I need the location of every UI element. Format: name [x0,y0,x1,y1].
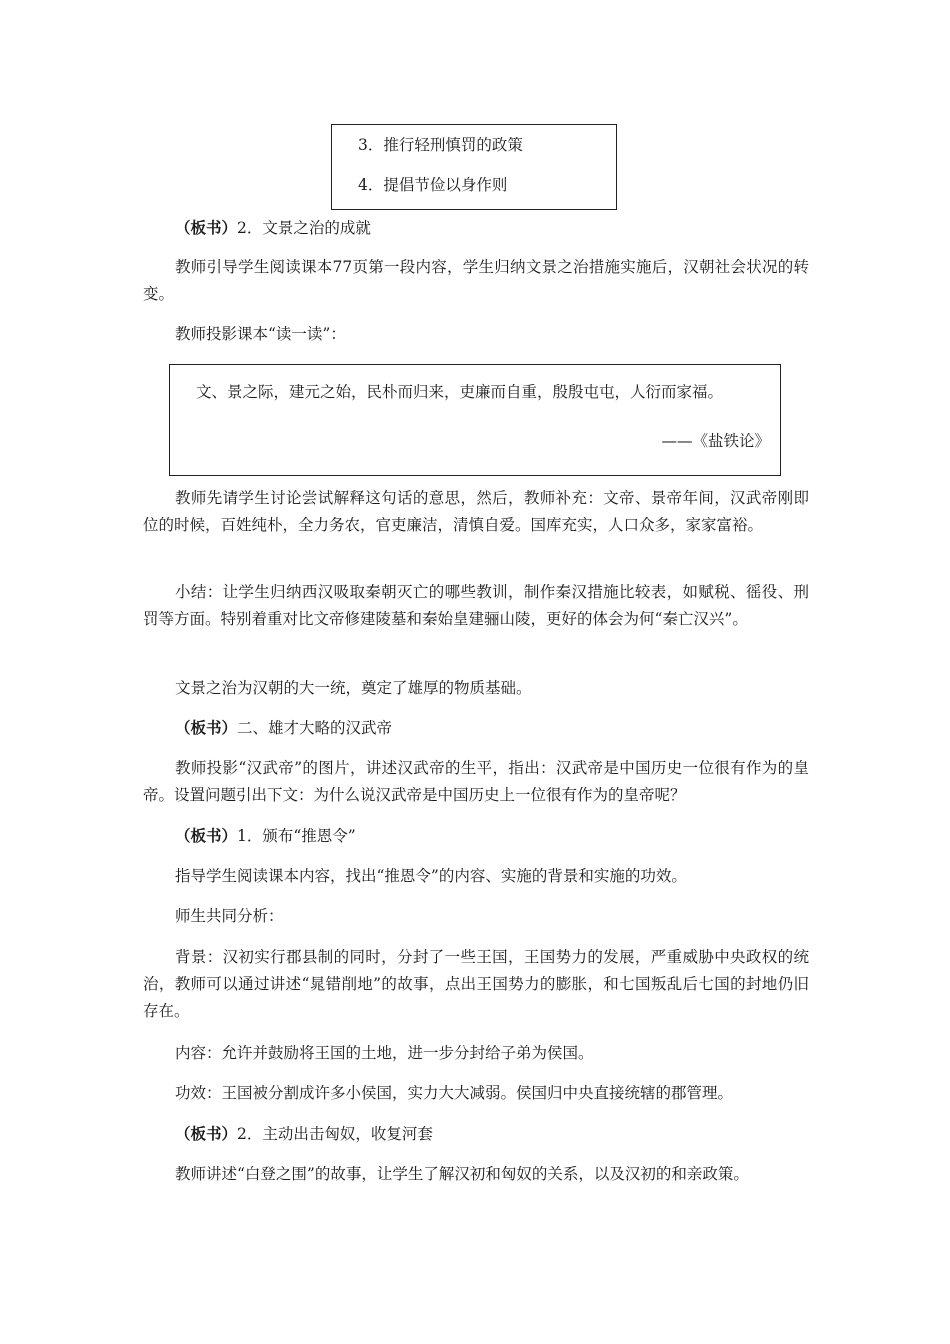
heading-text: 2．文景之治的成就 [237,219,371,237]
board-tag: （板书） [175,826,238,845]
board-tag: （板书） [175,1124,238,1143]
quote-source: ——《盐铁论》 [661,432,770,450]
paragraph-content: 内容：允许并鼓励将王国的土地，进一步分封给子弟为侯国。 [175,1044,594,1062]
board-tag: （板书） [175,718,238,737]
paragraph-wudi: 教师投影“汉武帝”的图片，讲述汉武帝的生平，指出：汉武帝是中国历史一位很有作为的皇帝。设置问题引出下文：为什么说汉武帝是中国历史上一位很有作为的皇帝呢？ [143,759,809,804]
quote-text: 文、景之际，建元之始，民朴而归来，吏廉而自重，殷殷屯屯，人衍而家福。 [196,383,724,401]
paragraph-baideng: 教师讲述“白登之围”的故事，让学生了解汉初和匈奴的关系，以及汉初的和亲政策。 [175,1165,749,1183]
heading-text: 二、雄才大略的汉武帝 [237,719,393,737]
paragraph-effect: 功效：王国被分割成许多小侯国，实力大大减弱。侯国归中央直接统辖的郡管理。 [175,1084,734,1102]
paragraph-foundation: 文景之治为汉朝的大一统，奠定了雄厚的物质基础。 [175,679,532,697]
measure-item-4: 4．提倡节俭以身作则 [358,176,508,194]
heading-tuien [143,822,809,850]
heading-text: 2．主动出击匈奴，收复河套 [237,1125,433,1143]
heading-wudi [143,714,809,742]
paragraph-analysis: 师生共同分析： [175,907,284,925]
heading-xiongnu [143,1120,809,1148]
board-tag: （板书） [175,218,238,237]
paragraph-discuss: 教师先请学生讨论尝试解释这句话的意思，然后，教师补充：文帝、景帝年间，汉武帝刚即位的时候，百姓纯朴，全力务农，官吏廉洁，清慎自爱。国库充实，人口众多，家家富裕。 [143,489,809,534]
quote-box [169,364,781,476]
paragraph-summary: 小结：让学生归纳西汉吸取秦朝灭亡的哪些教训，制作秦汉措施比较表，如赋税、徭役、刑罚等方面。特别着重对比文帝修建陵墓和秦始皇建骊山陵，更好的体会为何“秦亡汉兴”。 [143,583,809,628]
measures-box [331,124,617,210]
paragraph-background: 背景：汉初实行郡县制的同时，分封了一些王国，王国势力的发展，严重威胁中央政权的统治，教师可以通过讲述“晁错削地”的故事，点出王国势力的膨胀，和七国叛乱后七国的封地仍旧存在。 [143,948,809,1020]
heading-text: 1．颁布“推恩令” [237,827,356,845]
heading-achievements [143,214,809,242]
paragraph-tuien-guide: 指导学生阅读课本内容，找出“推恩令”的内容、实施的背景和实施的功效。 [175,867,687,885]
measure-item-3: 3．推行轻刑慎罚的政策 [358,136,523,154]
paragraph-project: 教师投影课本“读一读”： [175,325,346,343]
paragraph-guide: 教师引导学生阅读课本77页第一段内容，学生归纳文景之治措施实施后，汉朝社会状况的转变。 [143,258,809,303]
